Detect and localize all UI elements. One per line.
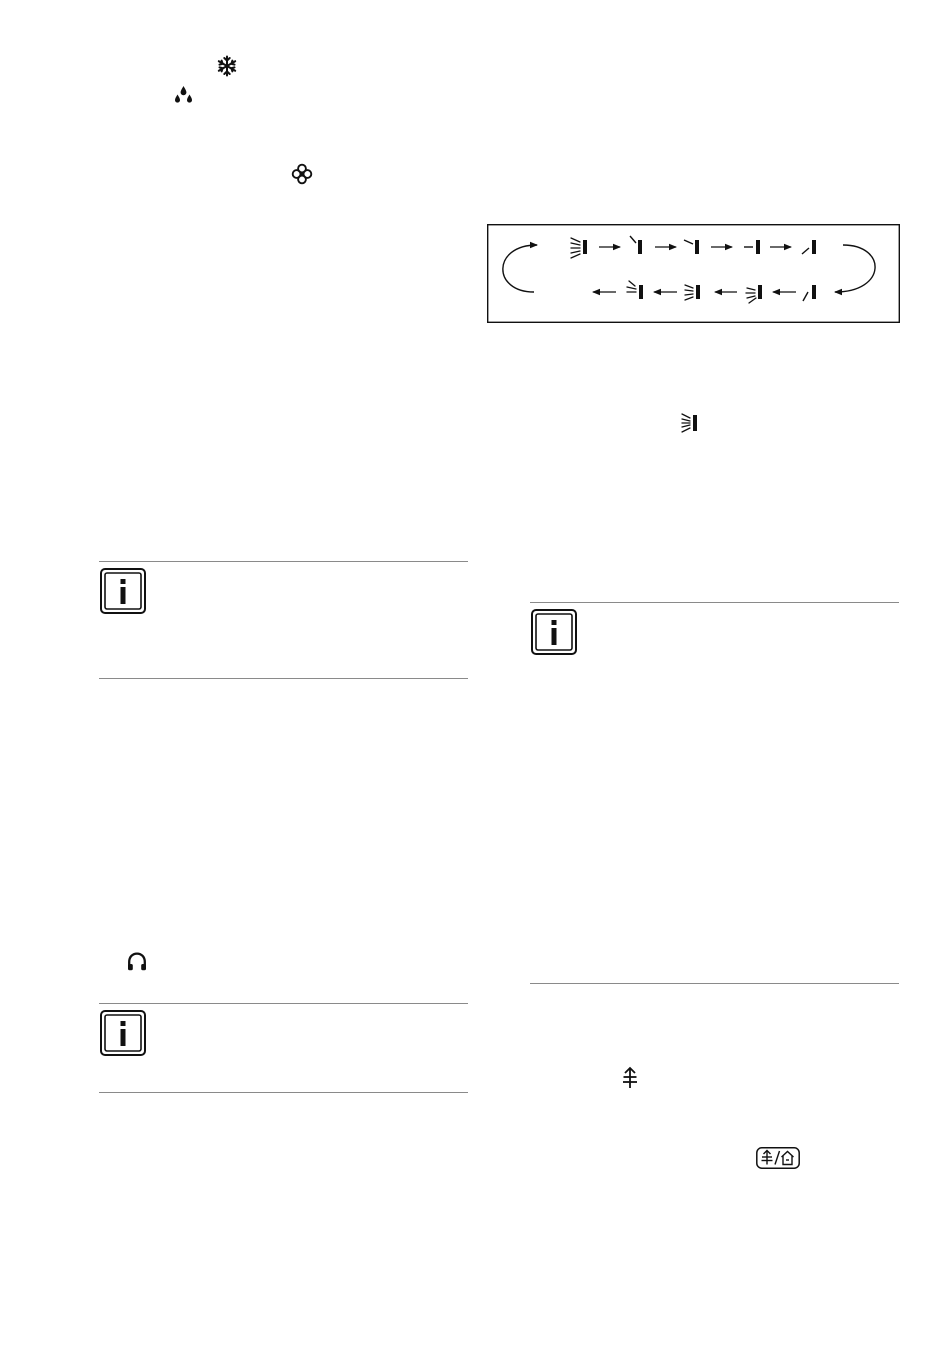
divider (99, 1003, 468, 1004)
divider (99, 1092, 468, 1093)
tree-icon (620, 1066, 640, 1090)
fan-icon (291, 163, 313, 185)
info-icon (531, 609, 577, 655)
water-drops-icon (173, 85, 195, 105)
louver-swing-icon (681, 413, 699, 433)
snowflake-icon (216, 55, 238, 77)
divider (99, 678, 468, 679)
headphones-icon (126, 951, 148, 973)
divider (530, 602, 899, 603)
louver-swing-icon (571, 238, 587, 258)
divider (530, 983, 899, 984)
info-icon (100, 568, 146, 614)
divider (99, 561, 468, 562)
info-icon (100, 1010, 146, 1056)
swing-cycle-diagram (487, 224, 900, 323)
tree-house-button-icon (756, 1147, 800, 1169)
